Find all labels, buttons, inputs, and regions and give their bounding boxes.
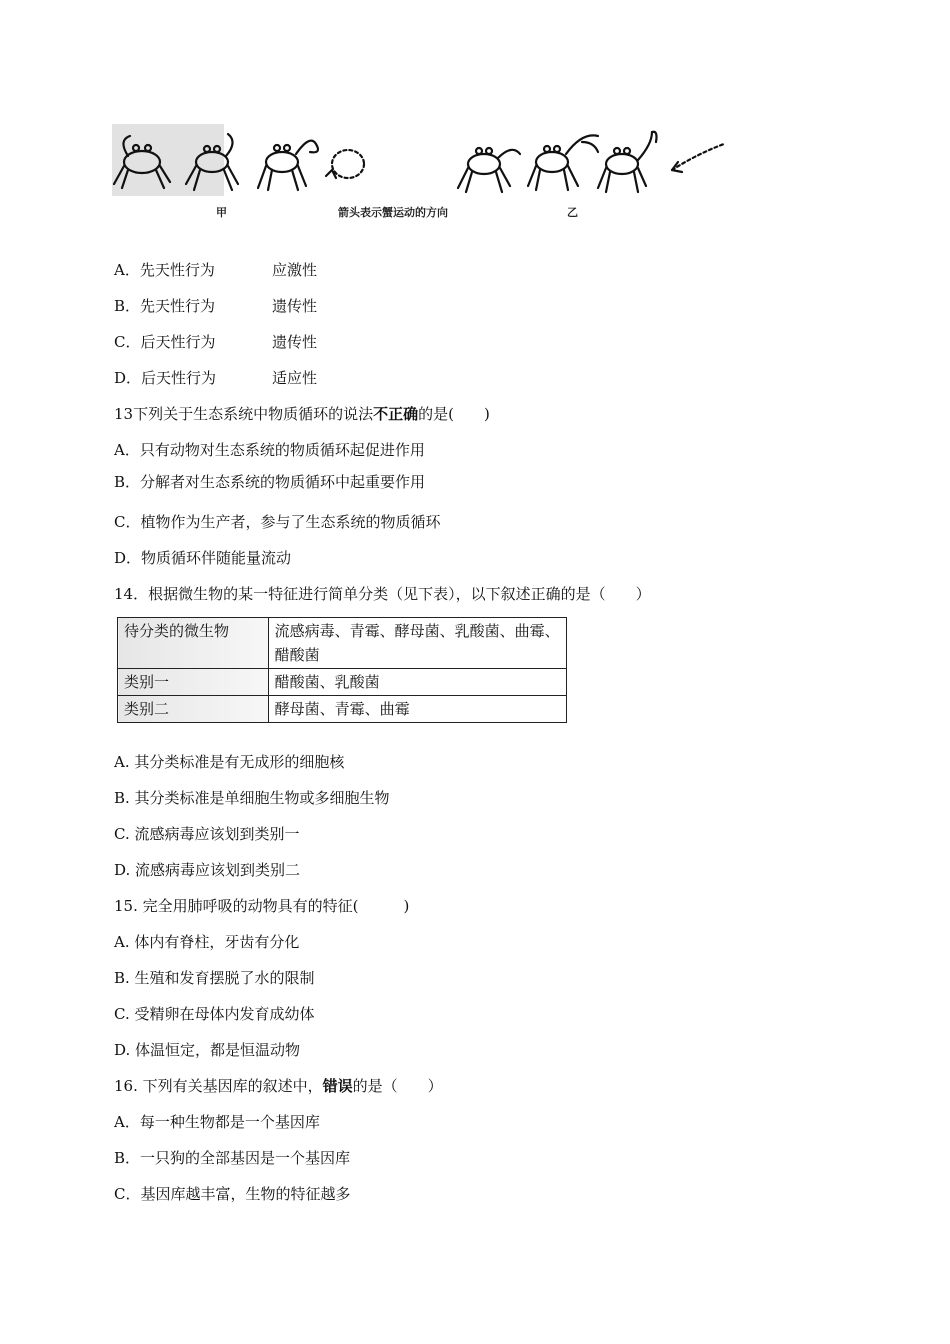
arrow-line-icon (672, 144, 724, 172)
q12-option-a: A．先天性行为 应激性 (114, 261, 318, 279)
q16-option-b: B．一只狗的全部基因是一个基因库 (114, 1149, 351, 1167)
figure-caption: 箭头表示蟹运动的方向 (338, 206, 448, 219)
crab-movement-figure (112, 122, 732, 222)
q12-option-c: C．后天性行为 遗传性 (114, 333, 318, 351)
crab-drawing (112, 122, 732, 202)
q12-option-b: B．先天性行为 遗传性 (114, 297, 318, 315)
q12-option-d: D．后天性行为 适应性 (114, 369, 318, 387)
q15-stem: 15. 完全用肺呼吸的动物具有的特征( ) (114, 897, 410, 915)
q14-option-a: A. 其分类标准是有无成形的细胞核 (114, 753, 345, 771)
table-cell: 类别二 (118, 696, 269, 723)
table-cell: 类别一 (118, 669, 269, 696)
q14-option-c: C. 流感病毒应该划到类别一 (114, 825, 300, 843)
table-cell: 醋酸菌、乳酸菌 (268, 669, 566, 696)
table-cell: 流感病毒、青霉、酵母菌、乳酸菌、曲霉、醋酸菌 (268, 618, 566, 669)
figure-label-left: 甲 (216, 206, 227, 219)
table-row (118, 696, 567, 723)
q13-stem: 13下列关于生态系统中物质循环的说法不正确的是( ) (114, 405, 490, 423)
q13-option-b: B．分解者对生态系统的物质循环中起重要作用 (114, 473, 426, 491)
crab-icon (598, 132, 657, 192)
q15-option-b: B. 生殖和发育摆脱了水的限制 (114, 969, 315, 987)
table-cell: 待分类的微生物 (118, 618, 269, 669)
classification-table (117, 617, 567, 723)
q13-option-d: D．物质循环伴随能量流动 (114, 549, 292, 567)
figure-label-right: 乙 (567, 206, 578, 219)
q15-option-c: C. 受精卵在母体内发育成幼体 (114, 1005, 315, 1023)
q14-stem: 14．根据微生物的某一特征进行简单分类（见下表），以下叙述正确的是（ ） (114, 585, 651, 603)
q13-option-a: A．只有动物对生态系统的物质循环起促进作用 (114, 441, 425, 459)
q15-option-d: D. 体温恒定，都是恒温动物 (114, 1041, 301, 1059)
q15-option-a: A. 体内有脊柱，牙齿有分化 (114, 933, 300, 951)
crab-icon (458, 148, 520, 192)
q13-option-c: C．植物作为生产者，参与了生态系统的物质循环 (114, 513, 441, 531)
arrow-loop-icon (326, 150, 364, 178)
q16-option-a: A．每一种生物都是一个基因库 (114, 1113, 320, 1131)
table-row (118, 669, 567, 696)
table-cell: 酵母菌、青霉、曲霉 (268, 696, 566, 723)
q14-option-d: D. 流感病毒应该划到类别二 (114, 861, 301, 879)
crab-icon (528, 135, 598, 190)
q16-stem: 16. 下列有关基因库的叙述中，错误的是（ ） (114, 1077, 443, 1095)
q14-option-b: B. 其分类标准是单细胞生物或多细胞生物 (114, 789, 390, 807)
q16-option-c: C．基因库越丰富，生物的特征越多 (114, 1185, 351, 1203)
table-row (118, 618, 567, 669)
crab-icon (258, 141, 318, 190)
